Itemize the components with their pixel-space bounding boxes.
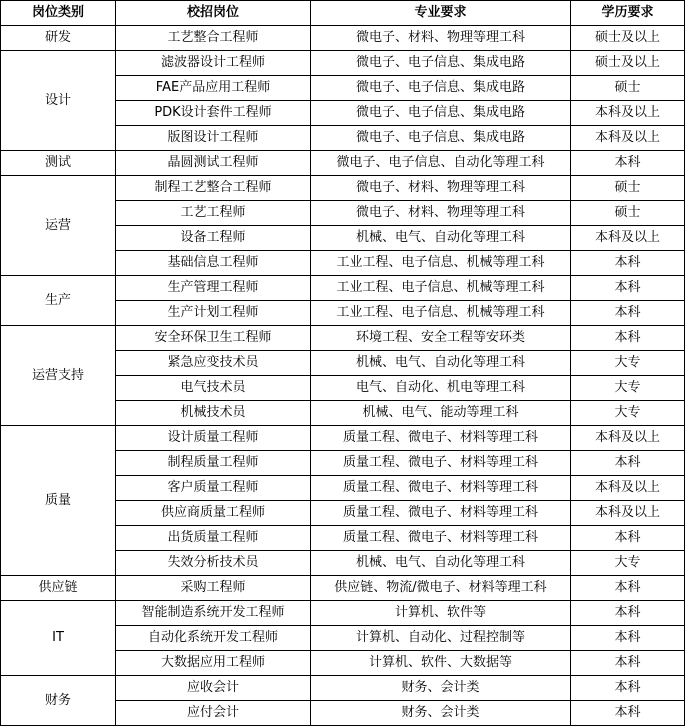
position-cell: 制程质量工程师 [116, 451, 311, 476]
major-cell: 电气、自动化、机电等理工科 [311, 376, 571, 401]
position-cell: 电气技术员 [116, 376, 311, 401]
table-row [1, 426, 685, 451]
position-cell: 采购工程师 [116, 576, 311, 601]
major-cell: 机械、电气、自动化等理工科 [311, 226, 571, 251]
major-cell: 质量工程、微电子、材料等理工科 [311, 451, 571, 476]
major-cell: 微电子、电子信息、集成电路 [311, 126, 571, 151]
major-cell: 机械、电气、能动等理工科 [311, 401, 571, 426]
major-cell: 质量工程、微电子、材料等理工科 [311, 426, 571, 451]
degree-cell: 本科 [571, 326, 685, 351]
degree-cell: 本科 [571, 451, 685, 476]
degree-cell: 本科 [571, 526, 685, 551]
position-cell: 出货质量工程师 [116, 526, 311, 551]
header-row [1, 1, 685, 26]
table-row [1, 51, 685, 76]
table-row [1, 151, 685, 176]
position-cell: 供应商质量工程师 [116, 501, 311, 526]
degree-cell: 本科及以上 [571, 226, 685, 251]
category-cell: 财务 [1, 676, 116, 726]
position-cell: 滤波器设计工程师 [116, 51, 311, 76]
major-cell: 环境工程、安全工程等安环类 [311, 326, 571, 351]
position-cell: 生产计划工程师 [116, 301, 311, 326]
position-cell: 安全环保卫生工程师 [116, 326, 311, 351]
position-cell: 机械技术员 [116, 401, 311, 426]
major-cell: 机械、电气、自动化等理工科 [311, 551, 571, 576]
degree-cell: 硕士 [571, 201, 685, 226]
table-row [1, 576, 685, 601]
table-row [1, 676, 685, 701]
header-major: 专业要求 [311, 1, 571, 26]
major-cell: 微电子、电子信息、集成电路 [311, 51, 571, 76]
header-category: 岗位类别 [1, 1, 116, 26]
degree-cell: 本科 [571, 601, 685, 626]
degree-cell: 本科及以上 [571, 476, 685, 501]
degree-cell: 大专 [571, 551, 685, 576]
position-cell: FAE产品应用工程师 [116, 76, 311, 101]
major-cell: 供应链、物流/微电子、材料等理工科 [311, 576, 571, 601]
major-cell: 微电子、材料、物理等理工科 [311, 176, 571, 201]
position-cell: 设计质量工程师 [116, 426, 311, 451]
position-cell: 自动化系统开发工程师 [116, 626, 311, 651]
major-cell: 质量工程、微电子、材料等理工科 [311, 476, 571, 501]
degree-cell: 本科 [571, 651, 685, 676]
category-cell: 测试 [1, 151, 116, 176]
degree-cell: 本科 [571, 576, 685, 601]
position-cell: 智能制造系统开发工程师 [116, 601, 311, 626]
position-cell: 晶圆测试工程师 [116, 151, 311, 176]
degree-cell: 硕士 [571, 176, 685, 201]
position-cell: 基础信息工程师 [116, 251, 311, 276]
position-cell: 设备工程师 [116, 226, 311, 251]
major-cell: 微电子、电子信息、集成电路 [311, 101, 571, 126]
degree-cell: 硕士及以上 [571, 51, 685, 76]
category-cell: IT [1, 601, 116, 676]
category-cell: 生产 [1, 276, 116, 326]
degree-cell: 本科及以上 [571, 101, 685, 126]
major-cell: 微电子、电子信息、集成电路 [311, 76, 571, 101]
major-cell: 机械、电气、自动化等理工科 [311, 351, 571, 376]
major-cell: 工业工程、电子信息、机械等理工科 [311, 301, 571, 326]
major-cell: 微电子、电子信息、自动化等理工科 [311, 151, 571, 176]
position-cell: 生产管理工程师 [116, 276, 311, 301]
degree-cell: 本科 [571, 626, 685, 651]
degree-cell: 本科及以上 [571, 501, 685, 526]
major-cell: 微电子、材料、物理等理工科 [311, 201, 571, 226]
degree-cell: 硕士及以上 [571, 26, 685, 51]
degree-cell: 本科 [571, 151, 685, 176]
category-cell: 供应链 [1, 576, 116, 601]
header-degree: 学历要求 [571, 1, 685, 26]
degree-cell: 大专 [571, 401, 685, 426]
category-cell: 质量 [1, 426, 116, 576]
position-cell: 应付会计 [116, 701, 311, 726]
major-cell: 工业工程、电子信息、机械等理工科 [311, 251, 571, 276]
position-cell: 客户质量工程师 [116, 476, 311, 501]
category-cell: 运营 [1, 176, 116, 276]
major-cell: 质量工程、微电子、材料等理工科 [311, 526, 571, 551]
position-cell: 失效分析技术员 [116, 551, 311, 576]
degree-cell: 本科及以上 [571, 126, 685, 151]
position-cell: 工艺工程师 [116, 201, 311, 226]
major-cell: 财务、会计类 [311, 701, 571, 726]
category-cell: 运营支持 [1, 326, 116, 426]
position-cell: 应收会计 [116, 676, 311, 701]
degree-cell: 本科 [571, 251, 685, 276]
degree-cell: 本科 [571, 701, 685, 726]
major-cell: 财务、会计类 [311, 676, 571, 701]
table-row [1, 176, 685, 201]
major-cell: 微电子、材料、物理等理工科 [311, 26, 571, 51]
header-position: 校招岗位 [116, 1, 311, 26]
degree-cell: 本科及以上 [571, 426, 685, 451]
degree-cell: 硕士 [571, 76, 685, 101]
table-row [1, 276, 685, 301]
major-cell: 计算机、自动化、过程控制等 [311, 626, 571, 651]
degree-cell: 本科 [571, 276, 685, 301]
position-cell: PDK设计套件工程师 [116, 101, 311, 126]
major-cell: 计算机、软件、大数据等 [311, 651, 571, 676]
major-cell: 质量工程、微电子、材料等理工科 [311, 501, 571, 526]
position-cell: 版图设计工程师 [116, 126, 311, 151]
position-cell: 工艺整合工程师 [116, 26, 311, 51]
position-cell: 制程工艺整合工程师 [116, 176, 311, 201]
major-cell: 工业工程、电子信息、机械等理工科 [311, 276, 571, 301]
table-row [1, 26, 685, 51]
degree-cell: 大专 [571, 351, 685, 376]
position-cell: 大数据应用工程师 [116, 651, 311, 676]
table-row [1, 601, 685, 626]
degree-cell: 大专 [571, 376, 685, 401]
category-cell: 研发 [1, 26, 116, 51]
degree-cell: 本科 [571, 676, 685, 701]
table-row [1, 326, 685, 351]
category-cell: 设计 [1, 51, 116, 151]
position-cell: 紧急应变技术员 [116, 351, 311, 376]
degree-cell: 本科 [571, 301, 685, 326]
major-cell: 计算机、软件等 [311, 601, 571, 626]
